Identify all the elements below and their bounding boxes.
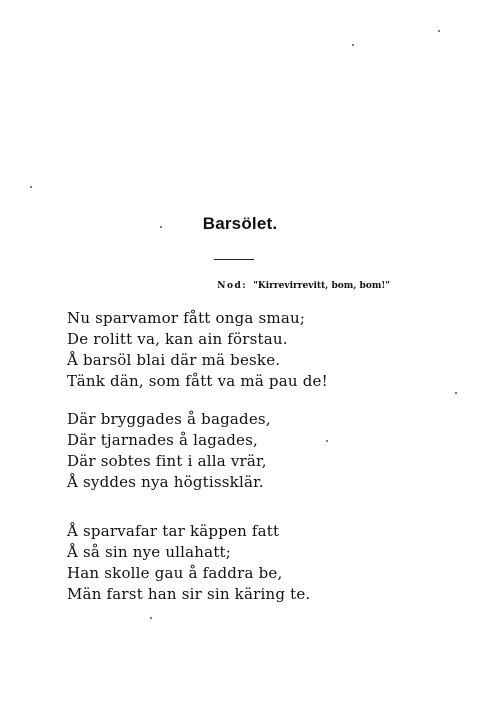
print-speck — [455, 392, 457, 394]
stanza-1 — [67, 308, 328, 392]
verse-line: Å sparvafar tar käppen fatt — [67, 522, 280, 540]
verse-line: Nu sparvamor fått onga smau; — [67, 309, 306, 327]
print-speck — [326, 440, 328, 442]
verse-line: Där bryggades å bagades, — [67, 410, 271, 428]
stanza-2 — [67, 409, 271, 493]
print-speck — [150, 617, 152, 619]
verse-line: Å syddes nya högtissklär. — [67, 473, 264, 491]
print-speck — [352, 44, 354, 46]
verse-line: Där sobtes fint i alla vrär, — [67, 452, 267, 470]
poem-title: Barsölet. — [202, 214, 278, 233]
melody-label: Nod: — [217, 281, 248, 291]
verse-line: Tänk dän, som fått va mä pau de! — [67, 372, 328, 390]
verse-line: Å barsöl blai där mä beske. — [67, 351, 281, 369]
melody-note — [180, 281, 390, 291]
melody-tune: "Kirrevirrevitt, bom, bom!" — [253, 281, 390, 291]
print-speck — [438, 30, 440, 32]
print-speck — [160, 226, 162, 228]
print-speck — [30, 186, 32, 188]
verse-line: Å så sin nye ullahatt; — [67, 543, 232, 561]
stanza-3 — [67, 521, 310, 605]
verse-line: De rolitt va, kan ain förstau. — [67, 330, 288, 348]
title-divider — [214, 259, 254, 260]
verse-line: Där tjarnades å lagades, — [67, 431, 258, 449]
verse-line: Män farst han sir sin käring te. — [67, 585, 311, 603]
verse-line: Han skolle gau å faddra be, — [67, 564, 283, 582]
